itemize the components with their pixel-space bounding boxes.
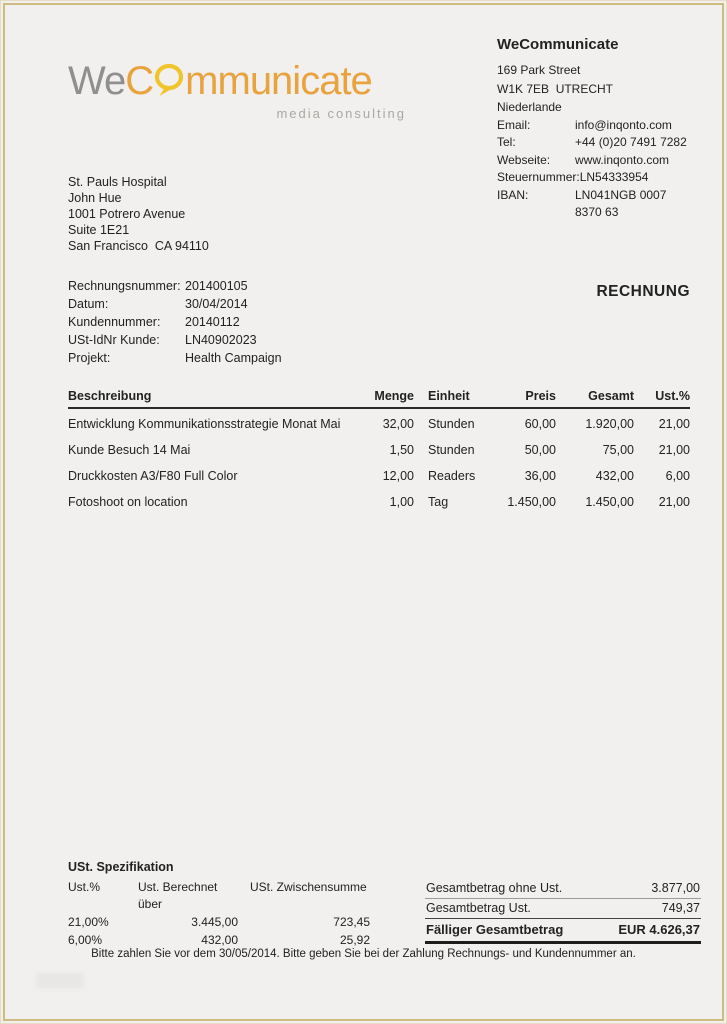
vat-base: 3.445,00 — [191, 915, 238, 929]
item-total: 75,00 — [602, 443, 634, 457]
contact-value-email: info@inqonto.com — [575, 117, 672, 132]
contact-value-tel: +44 (0)20 7491 7282 — [575, 135, 687, 149]
meta-label: Datum: — [68, 297, 109, 311]
meta-label: USt-IdNr Kunde: — [68, 333, 160, 347]
meta-label: Projekt: — [68, 351, 111, 365]
recipient-address-block — [68, 174, 209, 254]
item-quantity: 1,50 — [389, 443, 414, 457]
item-unit: Stunden — [428, 443, 475, 457]
grand-total-value: EUR 4.626,37 — [618, 922, 700, 937]
contact-value-iban: LN041NGB 0007 8370 63 — [575, 187, 670, 219]
contact-label: Webseite: — [497, 152, 551, 167]
item-price: 1.450,00 — [507, 495, 556, 509]
grand-total-label: Fälliger Gesamtbetrag — [426, 922, 564, 937]
sender-address-line: Niederlande — [497, 100, 562, 114]
contact-label: Tel: — [497, 135, 516, 149]
meta-row — [68, 349, 282, 367]
vat-base: 432,00 — [201, 933, 238, 947]
total-vat-row — [425, 899, 701, 919]
item-description: Druckkosten A3/F80 Full Color — [68, 469, 238, 483]
item-price: 36,00 — [524, 469, 556, 483]
invoice-date: 30/04/2014 — [185, 297, 248, 311]
logo-rest-text: mmunicate — [185, 59, 372, 103]
logo-we-text: We — [68, 59, 126, 103]
contact-value-taxnumber: LN54333954 — [579, 170, 649, 184]
item-vat: 21,00 — [658, 443, 690, 457]
contact-value-website: www.inqonto.com — [575, 152, 670, 167]
column-header-unit: Einheit — [414, 389, 486, 408]
grand-total-row — [425, 919, 701, 944]
item-vat: 21,00 — [658, 495, 690, 509]
totals-block — [425, 879, 701, 944]
vat-rate: 21,00% — [68, 915, 109, 929]
document-title: RECHNUNG — [596, 283, 690, 300]
sender-contact-row — [497, 134, 693, 152]
total-excl-vat-row — [425, 879, 701, 899]
column-header-total: Gesamt — [556, 389, 634, 408]
meta-row — [68, 313, 282, 331]
sender-info-block — [497, 36, 693, 222]
meta-row — [68, 331, 282, 349]
item-unit: Readers — [428, 469, 476, 483]
sender-contact-row — [497, 169, 693, 187]
sender-name: WeCommunicate — [497, 36, 619, 53]
invoice-meta-block — [68, 277, 282, 367]
total-excl-vat-label: Gesamtbetrag ohne Ust. — [426, 881, 563, 895]
company-logo — [68, 58, 406, 121]
project-name: Health Campaign — [185, 351, 282, 365]
column-header-description: Beschreibung — [68, 389, 356, 408]
column-header-price: Preis — [486, 389, 556, 408]
vat-subtotal: 723,45 — [333, 915, 370, 929]
vat-header-rate: Ust.% — [68, 880, 101, 894]
total-vat-value: 749,37 — [661, 901, 700, 915]
item-quantity: 32,00 — [382, 417, 414, 431]
meta-label: Rechnungsnummer: — [68, 279, 181, 293]
payment-instruction-note: Bitte zahlen Sie vor dem 30/05/2014. Bitte geben Sie bei der Zahlung Rechnungs- und Kundennummer an. — [91, 948, 636, 960]
item-price: 50,00 — [524, 443, 556, 457]
logo-wordmark — [68, 58, 406, 104]
item-total: 1.450,00 — [585, 495, 634, 509]
faint-watermark — [36, 973, 84, 988]
item-quantity: 12,00 — [382, 469, 414, 483]
meta-label: Kundennummer: — [68, 315, 161, 329]
table-row — [68, 461, 690, 487]
contact-label: IBAN: — [497, 187, 529, 202]
recipient-line: St. Pauls Hospital — [68, 175, 167, 189]
vat-subtotal: 25,92 — [339, 933, 370, 947]
vat-header-base: Ust. Berechnet über — [138, 880, 218, 911]
contact-label: Steuernummer: — [497, 170, 580, 184]
logo-c-text: C — [125, 59, 154, 103]
item-vat: 21,00 — [658, 417, 690, 431]
item-price: 60,00 — [524, 417, 556, 431]
sender-contact-row — [497, 187, 693, 222]
item-unit: Stunden — [428, 417, 475, 431]
recipient-line: Suite 1E21 — [68, 223, 130, 237]
table-row — [68, 487, 690, 513]
vat-rate: 6,00% — [68, 933, 103, 947]
sender-contact-row — [497, 152, 693, 170]
vat-specification-block — [68, 860, 370, 949]
column-header-quantity: Menge — [356, 389, 414, 408]
item-vat: 6,00 — [665, 469, 690, 483]
recipient-line: San Francisco CA 94110 — [68, 239, 209, 253]
item-total: 432,00 — [595, 469, 634, 483]
item-description: Entwicklung Kommunikationsstrategie Monat Mai — [68, 417, 341, 431]
total-excl-vat-value: 3.877,00 — [651, 881, 700, 895]
line-items-table — [68, 389, 690, 513]
vat-header-subtotal: USt. Zwischensumme — [250, 880, 367, 894]
vat-spec-title: USt. Spezifikation — [68, 860, 174, 874]
logo-tagline: media consulting — [276, 106, 406, 121]
meta-row — [68, 295, 282, 313]
table-row — [68, 408, 690, 435]
customer-vat-id: LN40902023 — [185, 333, 257, 347]
contact-label: Email: — [497, 117, 531, 132]
table-row — [68, 435, 690, 461]
recipient-line: 1001 Potrero Avenue — [68, 207, 186, 221]
total-vat-label: Gesamtbetrag Ust. — [426, 901, 531, 915]
column-header-vat: Ust.% — [634, 389, 690, 408]
recipient-line: John Hue — [68, 191, 122, 205]
vat-spec-table — [68, 879, 370, 949]
table-header-row — [68, 389, 690, 408]
item-unit: Tag — [428, 495, 449, 509]
customer-number: 20140112 — [185, 315, 240, 329]
sender-contact-row — [497, 117, 693, 135]
sender-address-line: W1K 7EB UTRECHT — [497, 81, 614, 96]
item-description: Kunde Besuch 14 Mai — [68, 443, 191, 457]
speech-bubble-icon — [154, 63, 184, 109]
sender-address-line: 169 Park Street — [497, 63, 581, 77]
meta-row — [68, 277, 282, 295]
item-description: Fotoshoot on location — [68, 495, 188, 509]
item-quantity: 1,00 — [389, 495, 414, 509]
item-total: 1.920,00 — [585, 417, 634, 431]
invoice-number: 201400105 — [185, 279, 248, 293]
